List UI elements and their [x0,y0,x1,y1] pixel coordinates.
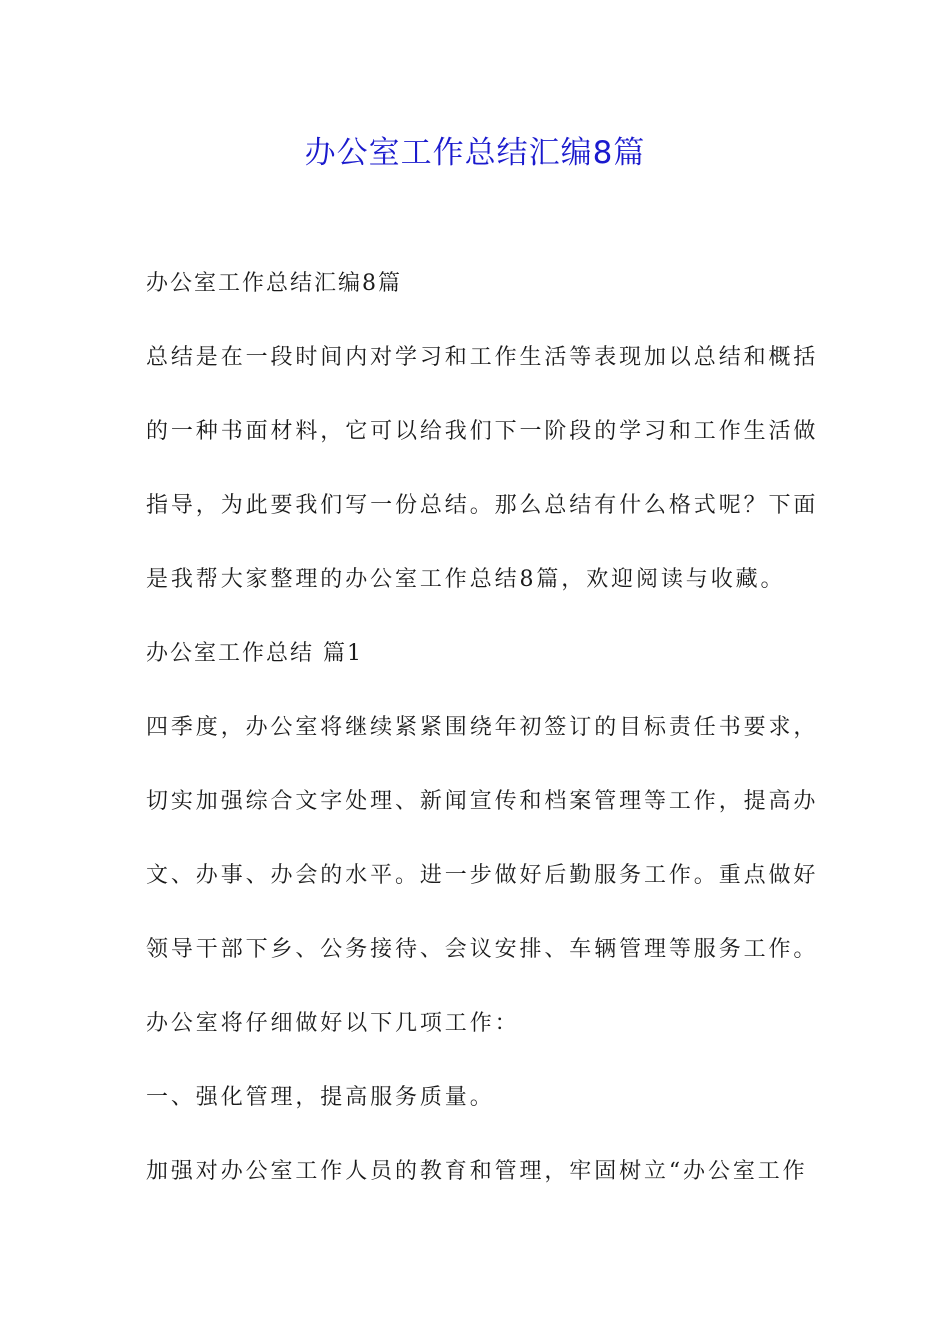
paragraph-line: 的一种书面材料，它可以给我们下一阶段的学习和工作生活做 [146,419,819,444]
paragraph-line: 是我帮大家整理的办公室工作总结8篇，欢迎阅读与收藏。 [146,567,786,592]
subtitle-line: 办公室工作总结汇编8篇 [146,271,402,296]
document-title: 办公室工作总结汇编8篇 [304,135,646,171]
paragraph-line: 总结是在一段时间内对学习和工作生活等表现加以总结和概括 [146,345,819,370]
paragraph-line: 领导干部下乡、公务接待、会议安排、车辆管理等服务工作。 [146,937,819,962]
paragraph-line: 切实加强综合文字处理、新闻宣传和档案管理等工作，提高办 [146,789,819,814]
paragraph-line: 加强对办公室工作人员的教育和管理，牢固树立“办公室工作 [146,1159,808,1184]
paragraph-line: 一、强化管理，提高服务质量。 [146,1085,495,1110]
paragraph-line: 文、办事、办会的水平。进一步做好后勤服务工作。重点做好 [146,863,819,888]
paragraph-line: 指导，为此要我们写一份总结。那么总结有什么格式呢？下面 [146,493,819,518]
paragraph-line: 四季度，办公室将继续紧紧围绕年初签订的目标责任书要求， [146,715,819,740]
section-heading: 办公室工作总结 篇1 [146,641,363,666]
paragraph-line: 办公室将仔细做好以下几项工作： [146,1011,520,1036]
